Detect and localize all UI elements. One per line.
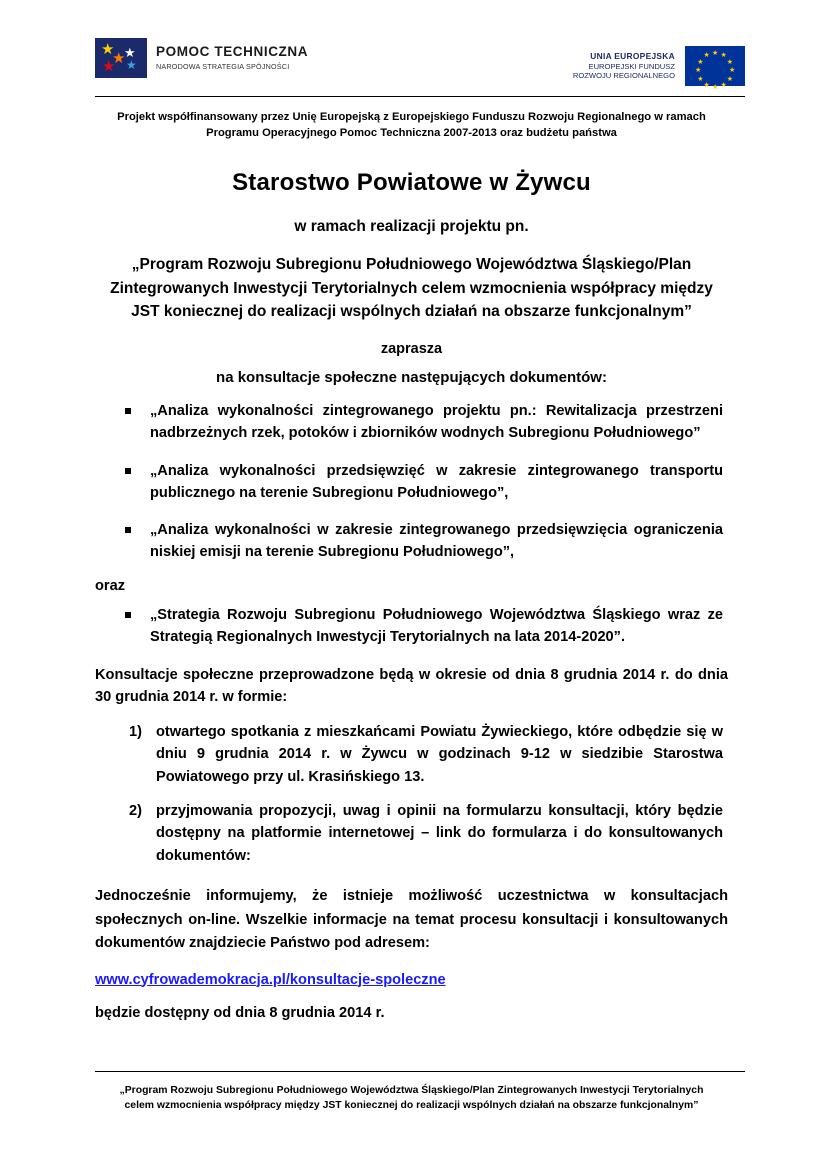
consultation-forms-list [95,721,728,868]
page-title: Starostwo Powiatowe w Żywcu [232,169,591,197]
eu-line-3: ROZWOJU REGIONALNEGO [572,71,675,81]
list-item: „Analiza wykonalności przedsięwzięć w zakresie zintegrowanego transportu publicznego na terenie Subregionu Południowego”, [117,460,723,504]
logo-subtitle: NARODOWA STRATEGIA SPÓJNOŚCI [156,62,290,72]
list-item: „Analiza wykonalności zintegrowanego projektu pn.: Rewitalizacja przestrzeni nadbrzeżnych rzek, potoków i zbiorników wodnych Subregionu Południowego” [117,400,723,444]
availability-note: będzie dostępny od dnia 8 grudnia 2014 r. [95,1004,385,1021]
document-header [0,0,823,91]
eu-line-2: EUROPEJSKI FUNDUSZ [588,61,675,71]
oraz-label: oraz [95,578,126,595]
list-item: otwartego spotkania z mieszkańcami Powiatu Żywieckiego, które odbędzie się w dniu 9 grudnia 2014 r. w Żywcu w godzinach 9-12 w siedzibie Starostwa Powiatowego przy ul. Krasińskiego 13. [156,723,723,786]
document-body [0,169,823,1020]
project-name: „Program Rozwoju Subregionu Południowego Województwa Śląskiego/Plan Zintegrowanych Inwestycji Terytorialnych celem wzmocnienia współpracy między JST koniecznej do realizacji wspólnych działań na obszarze funkcjonalnym” [110,256,713,320]
invites-word: zaprasza [380,341,443,358]
document-footer [0,1071,823,1114]
nss-logo-icon: ★ ★ ★ ★ ★ [95,38,147,78]
list-item: „Analiza wykonalności w zakresie zintegrowanego przedsięwzięcia ograniczenia niskiej emisji na terenie Subregionu Południowego”, [117,519,723,563]
online-participation-note: Jednocześnie informujemy, że istnieje możliwość uczestnictwa w konsultacjach społecznych on-line. Wszelkie informacje na temat procesu konsultacji i konsultowanych dokumentów znajdziecie Państwo pod adresem: [95,888,728,952]
eu-logo [572,46,745,91]
eu-line-1: UNIA EUROPEJSKA [590,51,675,62]
documents-list [95,400,728,563]
subtitle: w ramach realizacji projektu pn. [294,218,529,236]
pomoc-techniczna-logo [95,38,308,78]
list-item: przyjmowania propozycji, uwag i opinii na formularzu konsultacji, który będzie dostępny na platformie internetowej – link do formularza i do konsultowanych dokumentów: [156,802,723,864]
invites-documents-line: na konsultacje społeczne następujących dokumentów: [216,369,607,387]
cofinancing-note: Projekt współfinansowany przez Unię Europejską z Europejskiego Funduszu Rozwoju Regionalnego w ramach Programu Operacyjnego Pomoc Techniczna 2007-2013 oraz budżetu państwa [117,111,706,140]
footer-note: „Program Rozwoju Subregionu Południowego Województwa Śląskiego/Plan Zintegrowanych Inwestycji Terytorialnych celem wzmocnienia współpracy między JST koniecznej do realizacji wspólnych działań na obszarze funkcjonalnym” [119,1084,704,1112]
logo-title: POMOC TECHNICZNA [156,43,309,59]
consultation-link[interactable]: www.cyfrowademokracja.pl/konsultacje-spoleczne [95,971,446,988]
list-item: „Strategia Rozwoju Subregionu Południowego Województwa Śląskiego wraz ze Strategią Regionalnych Inwestycji Terytorialnych na lata 2014-2020”. [117,604,723,648]
consultation-period: Konsultacje społeczne przeprowadzone będą w okresie od dnia 8 grudnia 2014 r. do dnia 30 grudnia 2014 r. w formie: [95,666,728,706]
documents-list-after [95,604,728,648]
eu-flag-icon: ★ ★ ★ ★ ★ ★ ★ ★ ★ ★ ★ ★ [685,46,745,86]
